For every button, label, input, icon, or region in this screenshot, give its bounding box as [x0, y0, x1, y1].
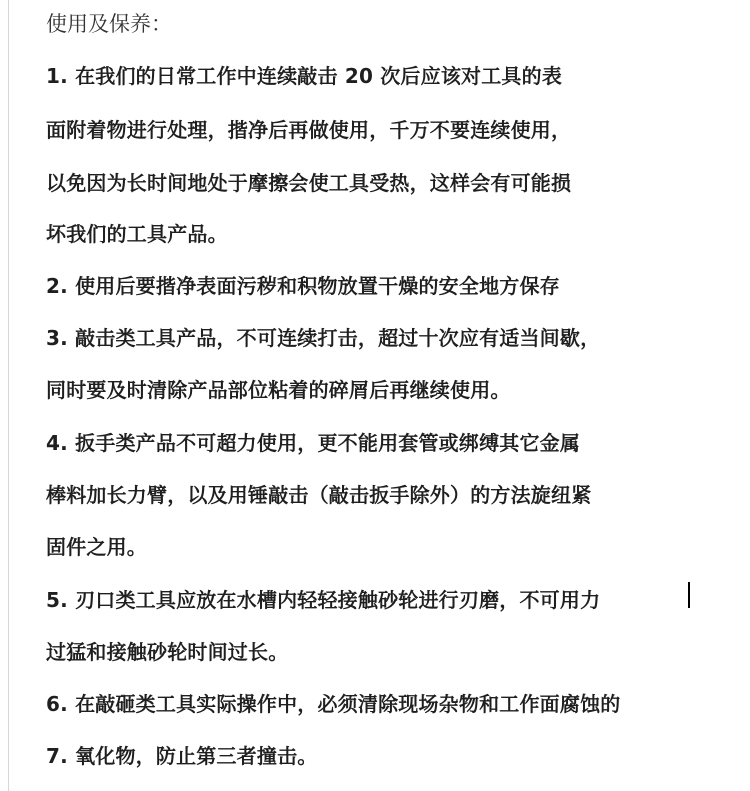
text-line: 7. 氧化物，防止第三者撞击。	[46, 744, 318, 768]
text-line: 3. 敲击类工具产品，不可连续打击，超过十次应有适当间歇，	[46, 326, 601, 350]
text-line: 同时要及时清除产品部位粘着的碎屑后再继续使用。	[46, 378, 511, 402]
text-line: 5. 刃口类工具应放在水槽内轻轻接触砂轮进行刃磨，不可用力	[46, 588, 601, 612]
text-line: 坏我们的工具产品。	[46, 222, 228, 246]
text-line: 1. 在我们的日常工作中连续敲击 20 次后应该对工具的表	[46, 64, 563, 88]
text-line: 2. 使用后要揩净表面污秽和积物放置干燥的安全地方保存	[46, 274, 560, 298]
text-line: 以免因为长时间地处于摩擦会使工具受热，这样会有可能损	[46, 171, 572, 195]
text-line: 固件之用。	[46, 535, 147, 559]
text-line: 4. 扳手类产品不可超力使用，更不能用套管或绑缚其它金属	[46, 431, 581, 455]
text-line: 棒料加长力臂，以及用锤敲击（敲击扳手除外）的方法旋纽紧	[46, 483, 592, 507]
text-line: 面附着物进行处理，揩净后再做使用，千万不要连续使用，	[46, 118, 572, 142]
text-cursor[interactable]	[688, 582, 690, 608]
text-line: 6. 在敲砸类工具实际操作中，必须清除现场杂物和工作面腐蚀的	[46, 692, 621, 716]
text-line: 过猛和接触砂轮时间过长。	[46, 640, 289, 664]
section-heading: 使用及保养：	[46, 12, 172, 36]
